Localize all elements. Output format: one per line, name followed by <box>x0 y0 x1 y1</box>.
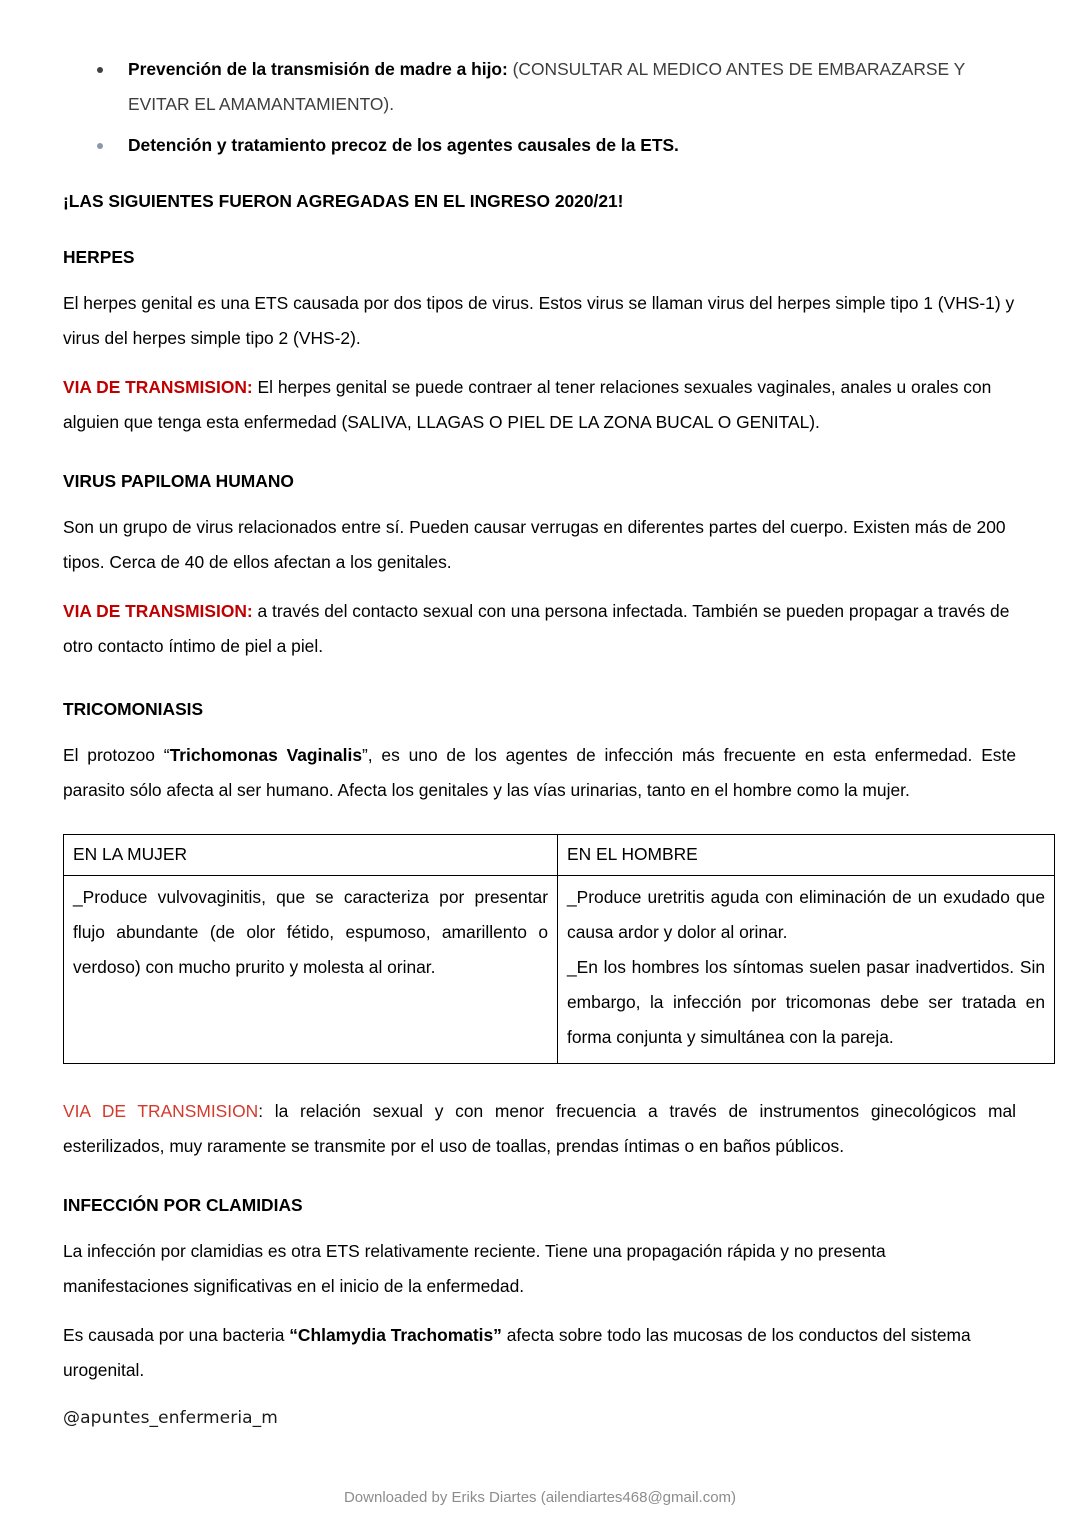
symptoms-comparison-table <box>63 834 1055 1064</box>
section-title-tricomoniasis: TRICOMONIASIS <box>63 699 204 719</box>
table-header-text: EN EL HOMBRE <box>567 844 698 864</box>
table-cell-text: _Produce vulvovaginitis, que se caracteriza por presentar flujo abundante (de olor fétido, espumoso, amarillento o verdoso) con mucho prurito y molesta al orinar. <box>73 887 548 977</box>
section-body-clamidias-1: La infección por clamidias es otra ETS relativamente reciente. Tiene una propagación rápida y no presenta manifestaciones significativas en el inicio de la enfermedad. <box>63 1241 886 1296</box>
bacteria-name: “Chlamydia Trachomatis” <box>289 1325 502 1345</box>
table-header-cell-mujer <box>64 835 558 876</box>
transmission-label: VIA DE TRANSMISION <box>63 1101 259 1121</box>
section-body-tricomoniasis <box>63 738 1016 808</box>
table-header-cell-hombre <box>558 835 1055 876</box>
bullet-bold-text: Prevención de la transmisión de madre a hijo: <box>128 59 508 79</box>
prevention-bullet-list <box>63 52 1016 163</box>
intro-text-part2: ”, es uno de los agentes de infección más frecuente en esta enfermedad. Este parasito sólo afecta al ser humano. Afecta los genitales y las vías urinarias, tanto en el hombre como la mujer. <box>63 745 1016 800</box>
transmission-label: VIA DE TRANSMISION: <box>63 601 253 621</box>
table-cell-text: _Produce uretritis aguda con eliminación de un exudado que causa ardor y dolor al orinar. <box>567 887 1045 942</box>
transmission-text: : la relación sexual y con menor frecuencia a través de instrumentos ginecológicos mal esterilizados, muy raramente se transmite por el uso de toallas, prendas íntimas o en baños públicos. <box>63 1101 1016 1156</box>
table-cell-hombre <box>558 876 1055 1064</box>
transmission-paragraph-vph <box>63 594 1016 664</box>
section-body-herpes: El herpes genital es una ETS causada por dos tipos de virus. Estos virus se llaman virus del herpes simple tipo 1 (VHS-1) y virus del herpes simple tipo 2 (VHS-2). <box>63 293 1015 348</box>
table-header-row <box>64 835 1055 876</box>
bullet-dot-icon <box>97 143 103 149</box>
section-title-herpes: HERPES <box>63 247 135 267</box>
section-body-clamidias-2 <box>63 1318 1016 1388</box>
table-row <box>64 876 1055 1064</box>
bullet-dot-icon <box>97 67 103 73</box>
section-body-vph: Son un grupo de virus relacionados entre sí. Pueden causar verrugas en diferentes partes del cuerpo. Existen más de 200 tipos. Cerca de 40 de ellos afectan a los genitales. <box>63 517 1006 572</box>
list-item <box>63 128 1016 163</box>
intro-text-part1: El protozoo “ <box>63 745 170 765</box>
notice-heading: ¡LAS SIGUIENTES FUERON AGREGADAS EN EL INGRESO 2020/21! <box>63 191 624 211</box>
table-cell-mujer <box>64 876 558 1064</box>
author-handle: @apuntes_enfermeria_m <box>63 1408 278 1428</box>
transmission-text: El herpes genital se puede contraer al tener relaciones sexuales vaginales, anales u orales con alguien que tenga esta enfermedad (SALIVA, LLAGAS O PIEL DE LA ZONA BUCAL O GENITAL). <box>63 377 992 432</box>
transmission-paragraph-herpes <box>63 370 1016 440</box>
bullet-rest-text: (CONSULTAR AL MEDICO ANTES DE EMBARAZARSE Y EVITAR EL AMAMANTAMIENTO). <box>128 59 965 114</box>
table-cell-text: _En los hombres los síntomas suelen pasar inadvertidos. Sin embargo, la infección por tricomonas debe ser tratada en forma conjunta y simultánea con la pareja. <box>567 957 1045 1047</box>
clamidias-text-part1: Es causada por una bacteria <box>63 1325 290 1345</box>
section-title-clamidias: INFECCIÓN POR CLAMIDIAS <box>63 1195 303 1215</box>
download-watermark: Downloaded by Eriks Diartes (ailendiartes468@gmail.com) <box>343 1489 737 1506</box>
organism-name: Trichomonas Vaginalis <box>169 745 362 765</box>
list-item <box>63 52 1016 122</box>
transmission-label: VIA DE TRANSMISION: <box>63 377 253 397</box>
bullet-bold-text: Detención y tratamiento precoz de los agentes causales de la ETS. <box>128 135 679 155</box>
table-header-text: EN LA MUJER <box>73 844 188 864</box>
section-title-vph: VIRUS PAPILOMA HUMANO <box>63 471 294 491</box>
document-content <box>63 52 1045 1388</box>
transmission-paragraph-tricomoniasis <box>63 1094 1016 1164</box>
clamidias-text-part2: afecta sobre todo las mucosas de los conductos del sistema urogenital. <box>63 1325 971 1380</box>
transmission-text: a través del contacto sexual con una persona infectada. También se pueden propagar a través de otro contacto íntimo de piel a piel. <box>63 601 1010 656</box>
